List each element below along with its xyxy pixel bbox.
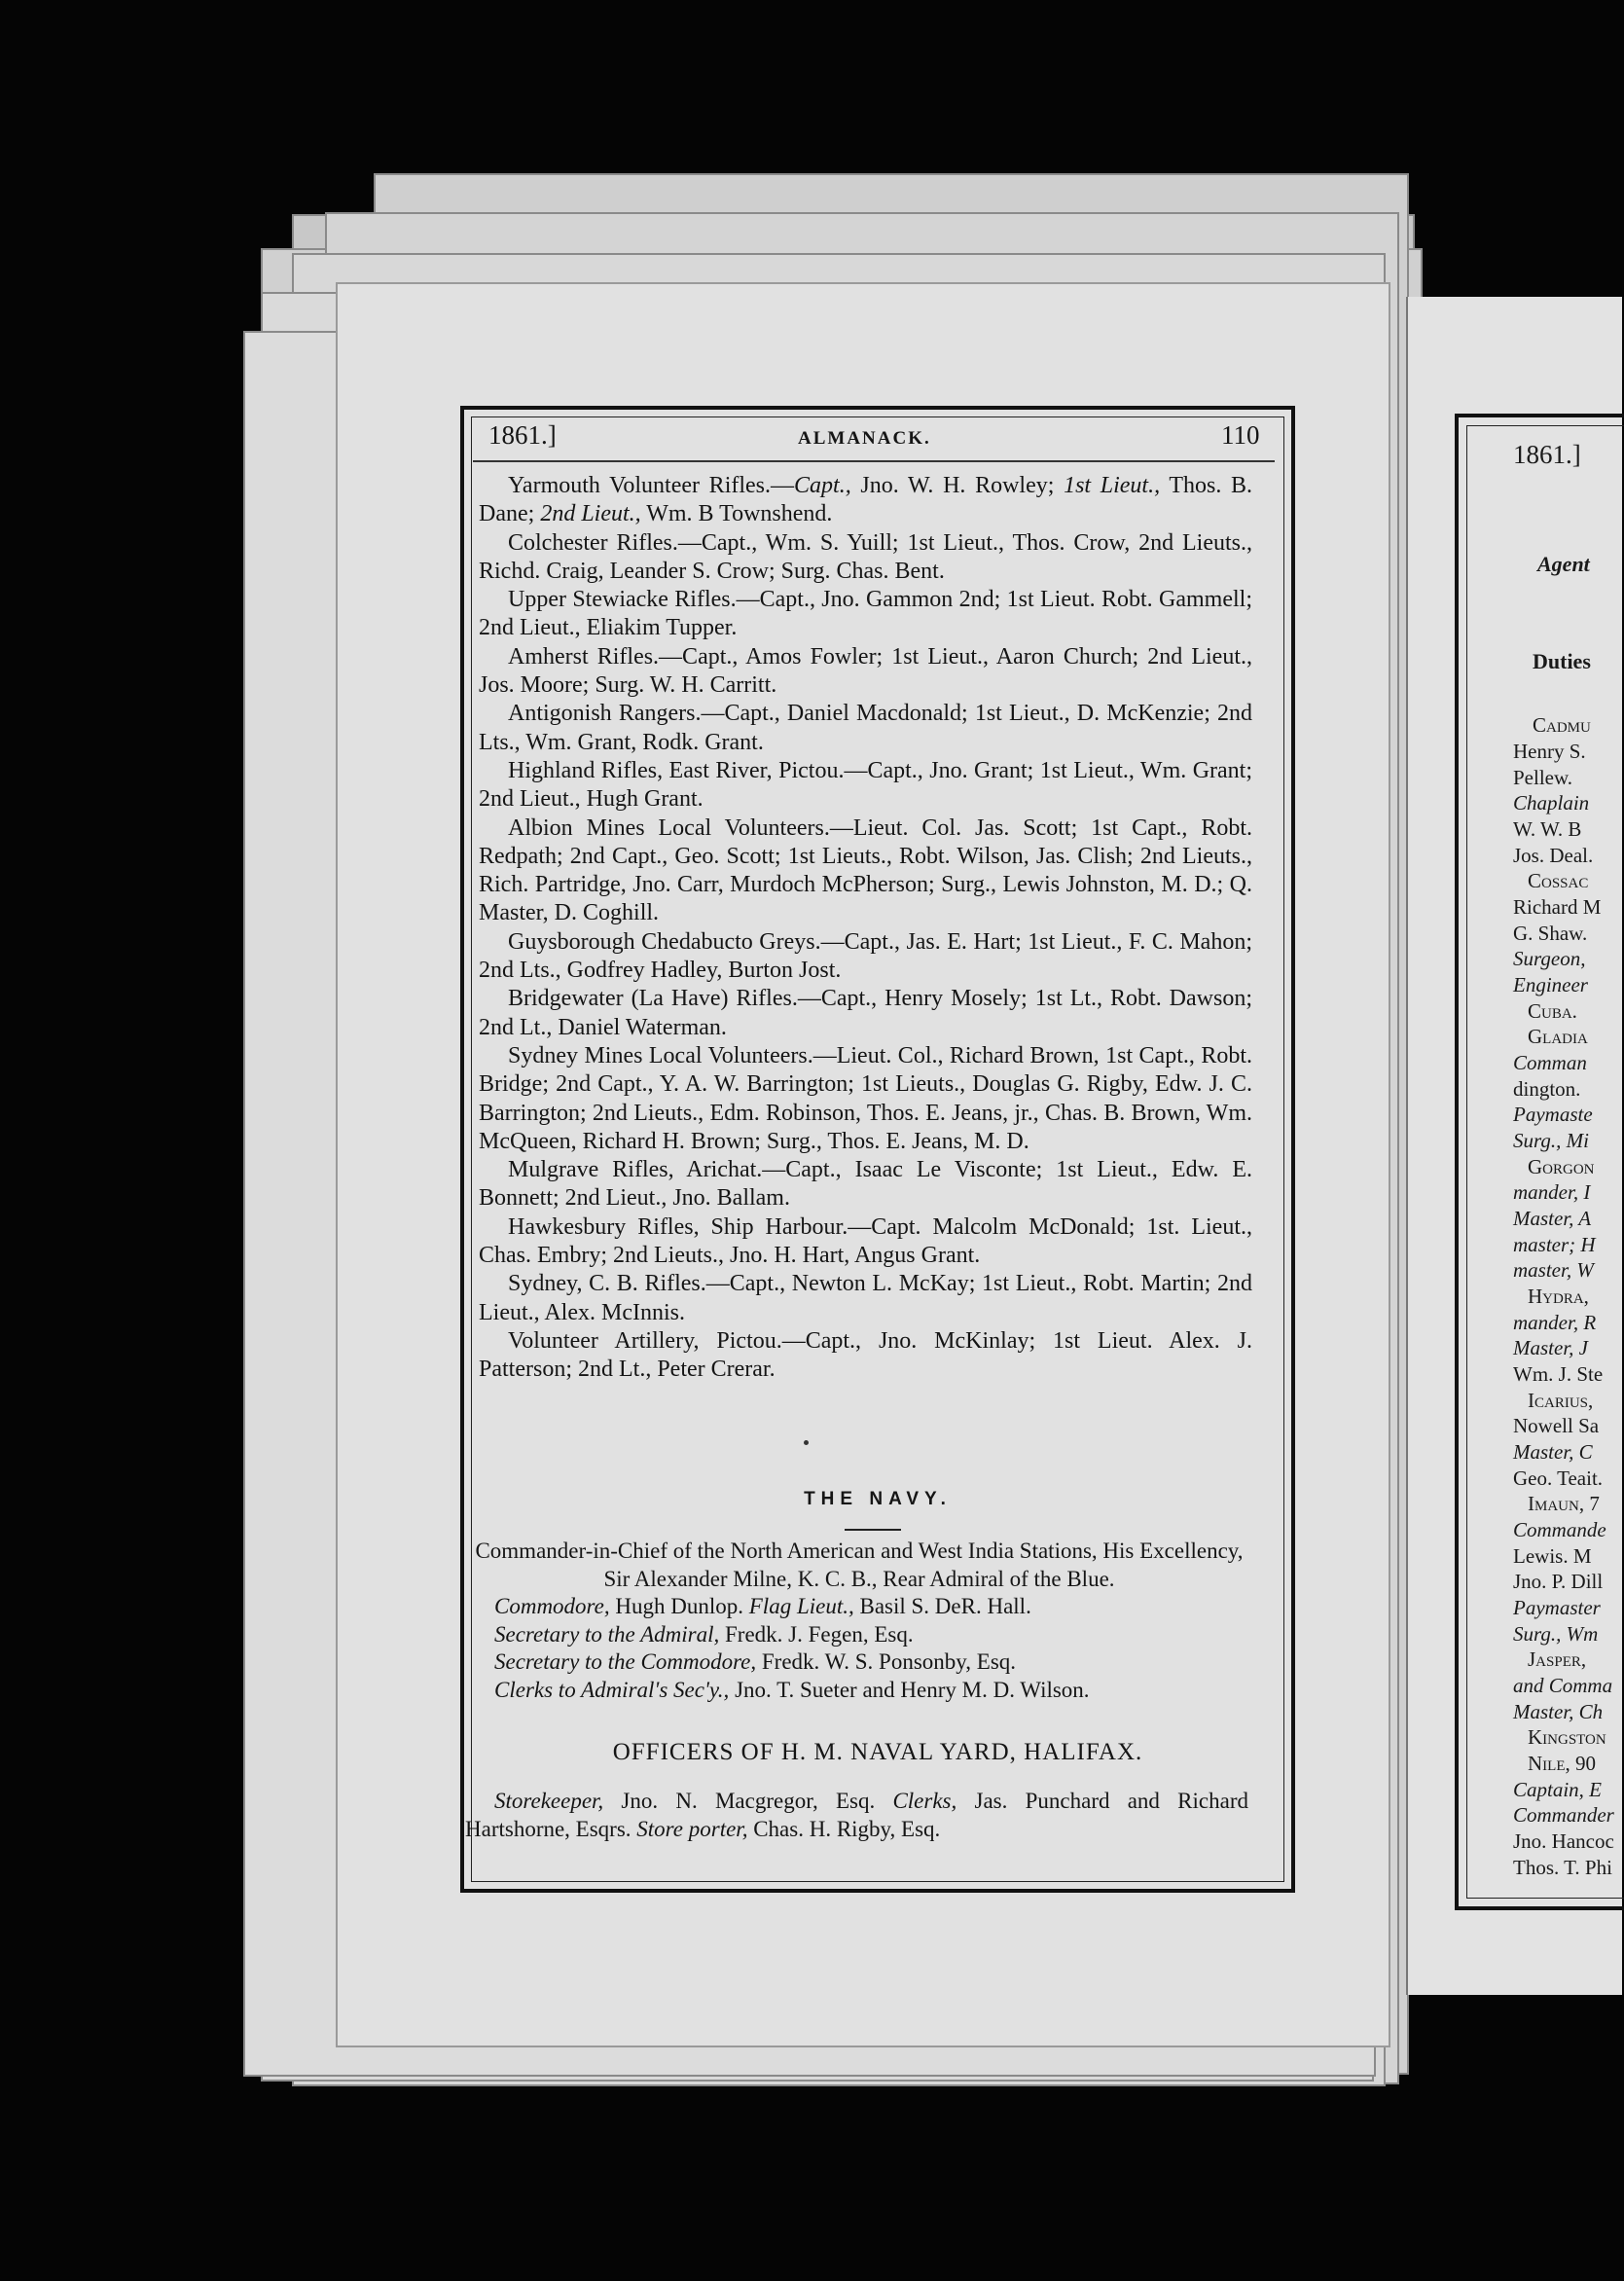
right-page-line: 1861.] bbox=[1513, 440, 1581, 469]
right-page-line: W. W. B bbox=[1513, 817, 1582, 841]
right-page-line: Cossac bbox=[1528, 869, 1589, 892]
right-page-line: G. Shaw. bbox=[1513, 922, 1588, 945]
right-page-line: Master, Ch bbox=[1513, 1700, 1604, 1723]
right-page-line: Duties bbox=[1533, 649, 1591, 673]
right-page-line: Nowell Sa bbox=[1513, 1414, 1600, 1437]
header-title: ALMANACK. bbox=[798, 428, 931, 449]
navy-line: Commodore, Hugh Dunlop. Flag Lieut., Basil S. DeR. Hall. bbox=[494, 1594, 1031, 1618]
right-page-line: and Comma bbox=[1513, 1674, 1613, 1697]
right-page-line: Master, J bbox=[1513, 1336, 1588, 1359]
right-page-line: Agent bbox=[1537, 552, 1590, 576]
right-page-line: Nile, 90 bbox=[1528, 1752, 1596, 1775]
right-page-line: dington. bbox=[1513, 1077, 1581, 1101]
navy-line: Commander-in-Chief of the North American and West India Stations, His Excellency, Sir Alexander Milne, K. C. B., Rear Admiral of the Blue. bbox=[475, 1539, 1244, 1591]
right-page-line: Icarius, bbox=[1528, 1389, 1594, 1412]
right-page-line: Thos. T. Phi bbox=[1513, 1856, 1612, 1879]
right-page-line: Pellew. bbox=[1513, 766, 1573, 789]
right-page-line: master; H bbox=[1513, 1233, 1596, 1256]
navy-rule bbox=[845, 1529, 901, 1531]
volunteer-entry: Yarmouth Volunteer Rifles.—Capt., Jno. W. H. Rowley; 1st Lieut., Thos. B. Dane; 2nd Lieut., Wm. B Townshend. bbox=[479, 473, 1252, 527]
navy-line: Clerks to Admiral's Sec'y., Jno. T. Sueter and Henry M. D. Wilson. bbox=[494, 1677, 1090, 1702]
right-page-line: Cadmu bbox=[1533, 713, 1591, 737]
navy-heading: THE NAVY. bbox=[804, 1489, 952, 1509]
right-page-line: Jasper, bbox=[1528, 1647, 1587, 1671]
right-page-line: master, W bbox=[1513, 1258, 1594, 1282]
right-page-line: Engineer bbox=[1513, 973, 1588, 996]
right-page-line: Commander bbox=[1513, 1803, 1614, 1827]
right-page-line: Richard M bbox=[1513, 895, 1602, 919]
right-page-line: Captain, E bbox=[1513, 1778, 1603, 1801]
header-rule bbox=[473, 460, 1275, 462]
volunteer-entry: Albion Mines Local Volunteers.—Lieut. Col. Jas. Scott; 1st Capt., Robt. Redpath; 2nd Capt., Geo. Scott; 1st Lieuts., Robt. Wilson, Jas. Clish; 2nd Lieuts., Rich. Partridge, Jno. Carr, Murdoch McPherson; Surg., Lewis Johnston, M. D.; Q. Master, D. Coghill. bbox=[479, 815, 1252, 926]
right-page-line: Hydra, bbox=[1528, 1285, 1589, 1308]
volunteer-rifles-list bbox=[479, 472, 1252, 1385]
volunteer-entry: Bridgewater (La Have) Rifles.—Capt., Henry Mosely; 1st Lt., Robt. Dawson; 2nd Lt., Daniel Waterman. bbox=[479, 986, 1252, 1040]
navy-officers bbox=[465, 1538, 1253, 1704]
volunteer-entry: Guysborough Chedabucto Greys.—Capt., Jas. E. Hart; 1st Lieut., F. C. Mahon; 2nd Lts., Godfrey Hadley, Burton Jost. bbox=[479, 928, 1252, 984]
right-page-line: Surgeon, bbox=[1513, 947, 1586, 970]
volunteer-entry: Sydney, C. B. Rifles.—Capt., Newton L. McKay; 1st Lieut., Robt. Martin; 2nd Lieut., Alex. McInnis. bbox=[479, 1271, 1252, 1325]
right-page-line: Commande bbox=[1513, 1518, 1606, 1541]
right-page-line: Jos. Deal. bbox=[1513, 844, 1594, 867]
naval-yard-officers bbox=[465, 1788, 1248, 1843]
right-page-line: Imaun, 7 bbox=[1528, 1492, 1600, 1515]
right-page-line: Paymaste bbox=[1513, 1103, 1593, 1126]
right-page-line: Gorgon bbox=[1528, 1155, 1595, 1178]
right-page-line: Surg., Wm bbox=[1513, 1622, 1599, 1646]
right-page-line: Master, C bbox=[1513, 1440, 1593, 1464]
right-page-line: Henry S. bbox=[1513, 740, 1586, 763]
right-page-line: Comman bbox=[1513, 1051, 1587, 1074]
right-page-line: Surg., Mi bbox=[1513, 1129, 1589, 1152]
navy-line: Secretary to the Commodore, Fredk. W. S. Ponsonby, Esq. bbox=[494, 1649, 1017, 1674]
volunteer-entry: Mulgrave Rifles, Arichat.—Capt., Isaac Le Visconte; 1st Lieut., Edw. E. Bonnett; 2nd Lieut., Jno. Ballam. bbox=[479, 1157, 1252, 1212]
right-page-line: Wm. J. Ste bbox=[1513, 1362, 1604, 1386]
right-page-line: Master, A bbox=[1513, 1207, 1592, 1230]
right-page-line: Geo. Teait. bbox=[1513, 1466, 1604, 1490]
navy-line: Secretary to the Admiral, Fredk. J. Fegen, Esq. bbox=[494, 1621, 914, 1647]
right-page-line: Jno. P. Dill bbox=[1513, 1570, 1604, 1593]
volunteer-entry: Sydney Mines Local Volunteers.—Lieut. Col., Richard Brown, 1st Capt., Robt. Bridge; 2nd Capt., Y. A. W. Barrington; 1st Lieuts., Douglas G. Rigby, Edw. J. C. Barrington; 2nd Lieuts., Edm. Robinson, Thos. E. Jeans, jr., Chas. B. Brown, Wm. McQueen, Richard H. Brown; Surg., Thos. E. Jeans, M. D. bbox=[479, 1042, 1252, 1154]
volunteer-entry: Antigonish Rangers.—Capt., Daniel Macdonald; 1st Lieut., D. McKenzie; 2nd Lts., Wm. Grant, Rodk. Grant. bbox=[479, 701, 1252, 755]
right-page-line: Kingston bbox=[1528, 1725, 1606, 1749]
header-year: 1861.] bbox=[488, 420, 557, 450]
right-page-line: mander, I bbox=[1513, 1180, 1591, 1204]
naval-yard-paragraph: Storekeeper, Jno. N. Macgregor, Esq. Clerks, Jas. Punchard and Richard Hartshorne, Esqrs. Store porter, Chas. H. Rigby, Esq. bbox=[465, 1789, 1248, 1841]
right-page-line: Jno. Hancoc bbox=[1513, 1829, 1614, 1853]
right-page-line: Lewis. M bbox=[1513, 1544, 1592, 1568]
right-page-line: Chaplain bbox=[1513, 791, 1590, 815]
volunteer-entry: Highland Rifles, East River, Pictou.—Capt., Jno. Grant; 1st Lieut., Wm. Grant; 2nd Lieut., Hugh Grant. bbox=[479, 757, 1252, 813]
volunteer-entry: Colchester Rifles.—Capt., Wm. S. Yuill; 1st Lieut., Thos. Crow, 2nd Lieuts., Richd. Craig, Leander S. Crow; Surg. Chas. Bent. bbox=[479, 529, 1252, 584]
right-page-line: mander, R bbox=[1513, 1311, 1597, 1334]
page-number: 110 bbox=[1221, 420, 1260, 450]
volunteer-entry: Volunteer Artillery, Pictou.—Capt., Jno. McKinlay; 1st Lieut. Alex. J. Patterson; 2nd Lt., Peter Crerar. bbox=[479, 1327, 1252, 1383]
right-page-line: Gladia bbox=[1528, 1025, 1588, 1048]
naval-yard-heading: OFFICERS OF H. M. NAVAL YARD, HALIFAX. bbox=[612, 1739, 1143, 1765]
ornament-dot bbox=[804, 1440, 809, 1445]
right-page-line: Paymaster bbox=[1513, 1596, 1601, 1619]
right-page-line: Cuba. bbox=[1528, 999, 1577, 1023]
volunteer-entry: Hawkesbury Rifles, Ship Harbour.—Capt. Malcolm McDonald; 1st. Lieut., Chas. Embry; 2nd Lieuts., Jno. H. Hart, Angus Grant. bbox=[479, 1213, 1252, 1269]
volunteer-entry: Amherst Rifles.—Capt., Amos Fowler; 1st Lieut., Aaron Church; 2nd Lieut., Jos. Moore; Surg. W. H. Carritt. bbox=[479, 643, 1252, 699]
volunteer-entry: Upper Stewiacke Rifles.—Capt., Jno. Gammon 2nd; 1st Lieut. Robt. Gammell; 2nd Lieut., Eliakim Tupper. bbox=[479, 587, 1252, 641]
